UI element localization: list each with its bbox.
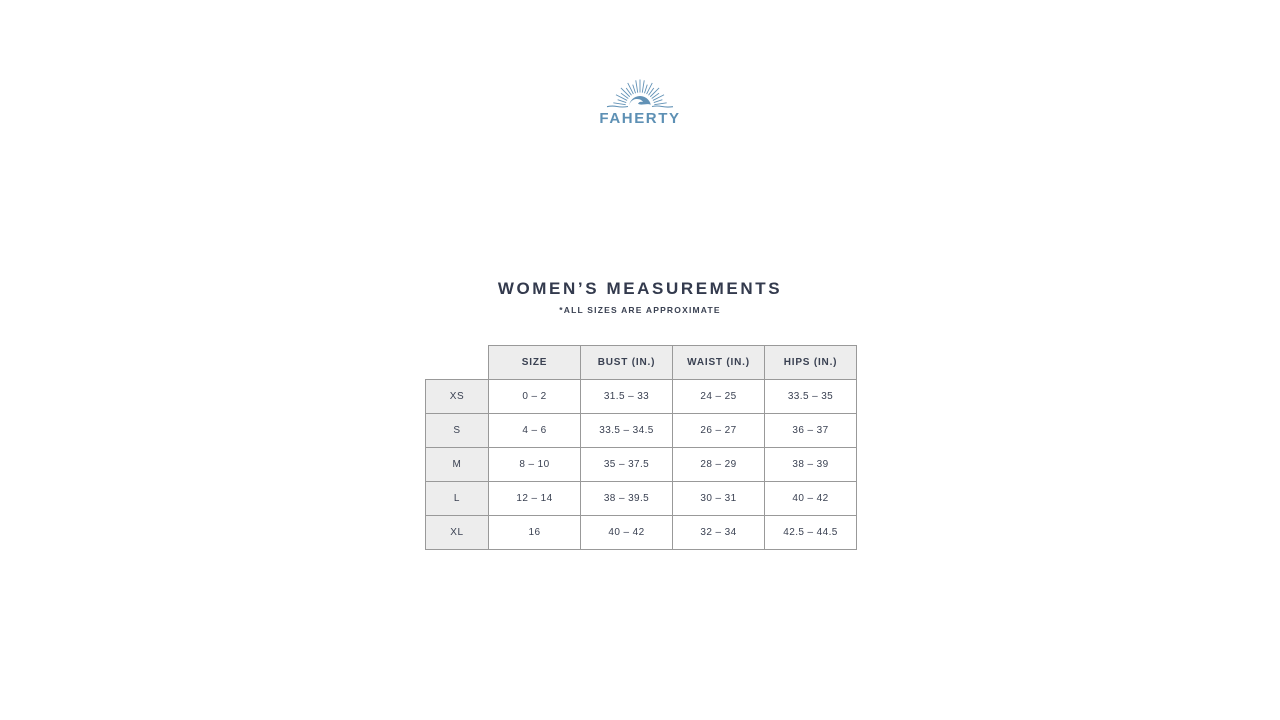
cell-s-size: 4 – 6 [489,414,581,448]
brand-name: FAHERTY [599,110,681,127]
cell-xs-hips: 33.5 – 35 [765,380,857,414]
faherty-logo [0,76,1280,127]
measurements-table [425,345,857,550]
table-row-s [426,414,857,448]
cell-xl-size: 16 [489,516,581,550]
cell-s-waist: 26 – 27 [673,414,765,448]
cell-xs-size: 0 – 2 [489,380,581,414]
cell-m-size: 8 – 10 [489,448,581,482]
column-header-waist: WAIST (IN.) [673,346,765,380]
cell-xl-bust: 40 – 42 [581,516,673,550]
table-row-m [426,448,857,482]
column-header-bust: BUST (IN.) [581,346,673,380]
table-row-xl [426,516,857,550]
cell-xs-bust: 31.5 – 33 [581,380,673,414]
table-row-l [426,482,857,516]
cell-m-waist: 28 – 29 [673,448,765,482]
page-subtitle: *ALL SIZES ARE APPROXIMATE [559,305,721,315]
cell-xs-waist: 24 – 25 [673,380,765,414]
cell-l-size: 12 – 14 [489,482,581,516]
row-label-l: L [426,482,489,516]
cell-s-bust: 33.5 – 34.5 [581,414,673,448]
row-label-s: S [426,414,489,448]
cell-xl-waist: 32 – 34 [673,516,765,550]
corner-cell [426,346,489,380]
row-label-m: M [426,448,489,482]
row-label-xs: XS [426,380,489,414]
cell-xl-hips: 42.5 – 44.5 [765,516,857,550]
page-title: WOMEN’S MEASUREMENTS [497,279,783,298]
cell-m-bust: 35 – 37.5 [581,448,673,482]
row-label-xl: XL [426,516,489,550]
column-header-size: SIZE [489,346,581,380]
table-row-xs [426,380,857,414]
sun-wave-icon [599,76,681,109]
cell-l-waist: 30 – 31 [673,482,765,516]
cell-l-hips: 40 – 42 [765,482,857,516]
table-header-row [426,346,857,380]
cell-s-hips: 36 – 37 [765,414,857,448]
cell-m-hips: 38 – 39 [765,448,857,482]
column-header-hips: HIPS (IN.) [765,346,857,380]
cell-l-bust: 38 – 39.5 [581,482,673,516]
